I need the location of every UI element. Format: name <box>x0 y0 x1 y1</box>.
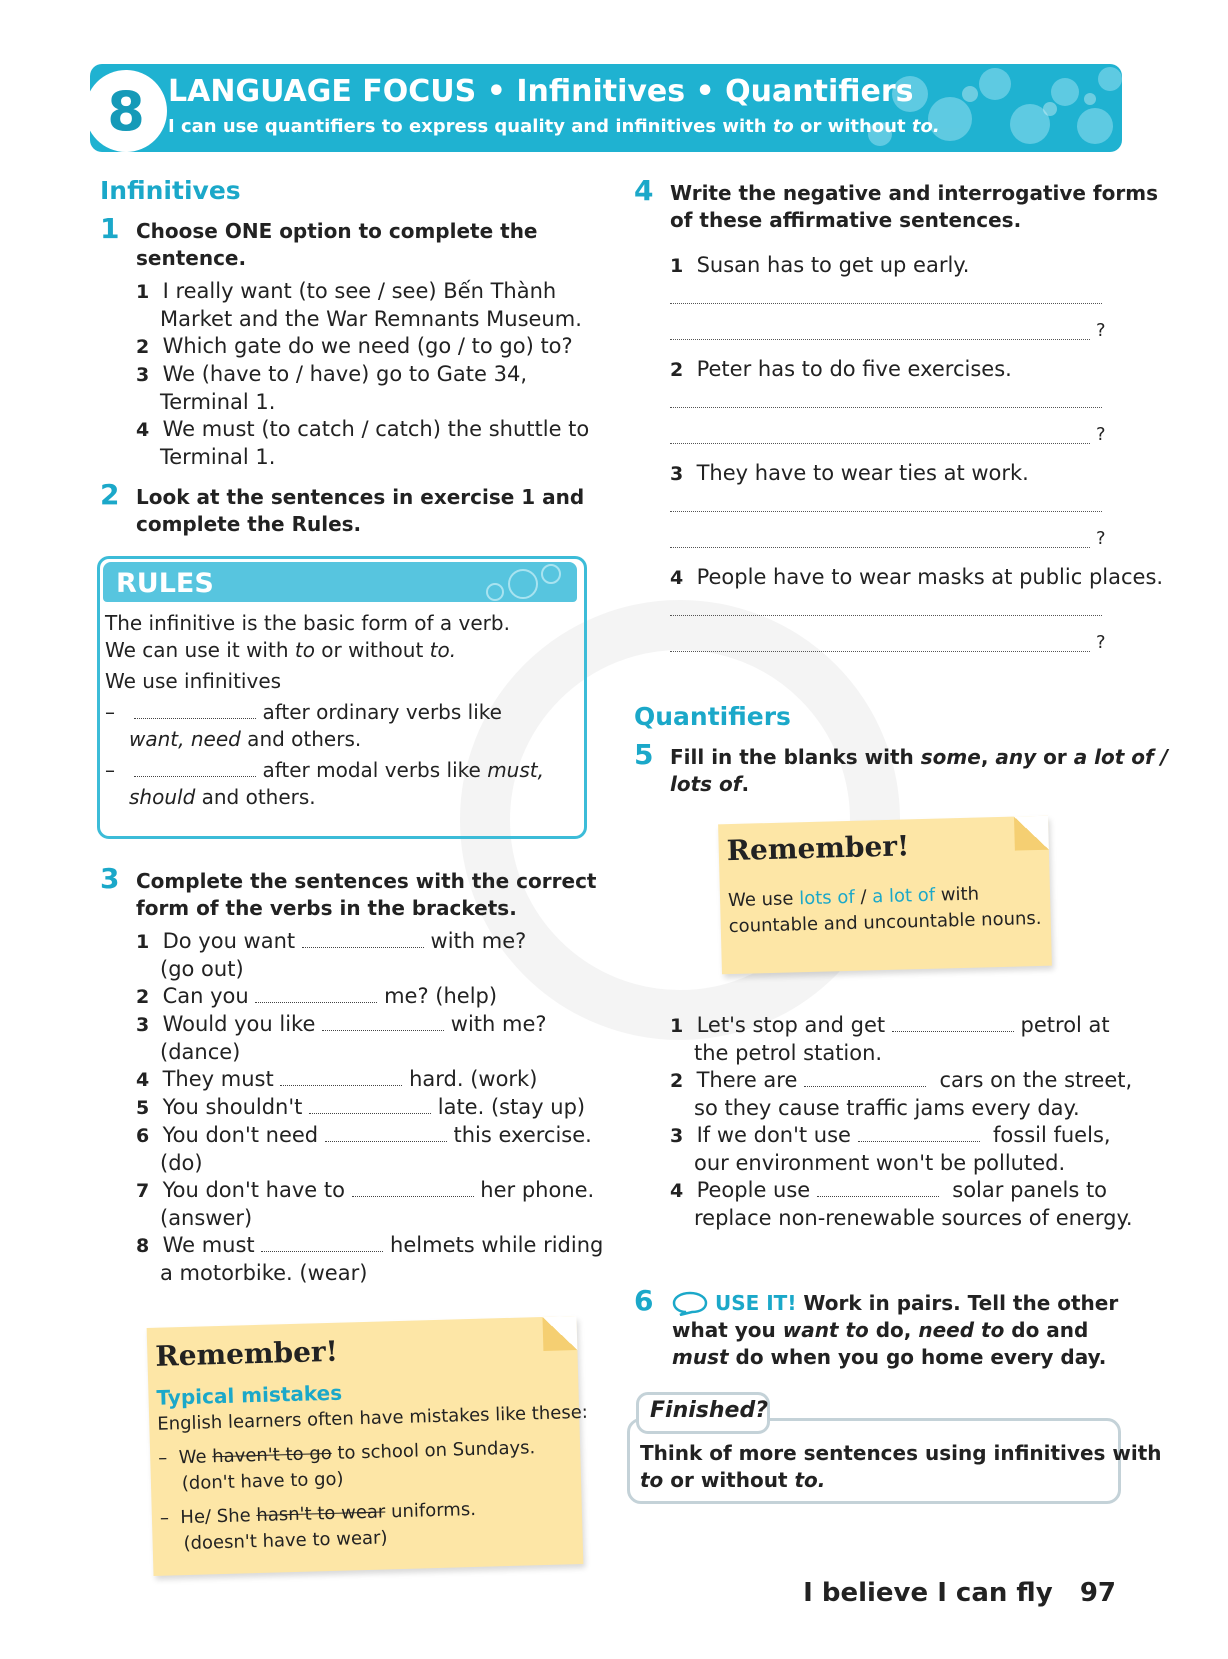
exercise-3-number: 3 <box>100 862 120 895</box>
list-item: 4 We must (to catch / catch) the shuttle to <box>136 417 590 441</box>
list-item: 7 You don't have to her phone. <box>136 1178 595 1202</box>
blank-line[interactable] <box>325 1123 447 1142</box>
answer-line[interactable] <box>670 338 1090 340</box>
list-item: 8 We must helmets while riding <box>136 1233 604 1257</box>
blank-line[interactable] <box>892 1013 1014 1032</box>
list-item: 4 They must hard. (work) <box>136 1067 538 1091</box>
blank-line[interactable] <box>817 1178 939 1197</box>
exercise-4-item: 4 People have to wear masks at public places. <box>670 565 1164 589</box>
page-number: 97 <box>1079 1578 1116 1608</box>
quantifiers-heading: Quantifiers <box>634 702 791 731</box>
unit-number-badge <box>85 70 167 152</box>
exercise-2-number: 2 <box>100 478 120 511</box>
rules-line: We use infinitives <box>105 669 282 693</box>
question-mark: ? <box>1096 320 1106 341</box>
list-item: 4 People use solar panels to <box>670 1178 1108 1202</box>
exercise-6-instruction: USE IT! Work in pairs. Tell the other what you want to do, need to do and must do when you go home every day. <box>672 1291 1119 1369</box>
list-item-cont: the petrol station. <box>694 1041 883 1065</box>
mistake-item: – We haven't to go to school on Sundays. (don't have to go) <box>157 1437 536 1495</box>
exercise-5-instruction: Fill in the blanks with some, any or a lot of / lots of. <box>670 745 1168 796</box>
mistake-item: – He/ She hasn't to wear uniforms. (doesn't have to wear) <box>159 1498 477 1555</box>
page-fold-icon <box>542 1316 577 1351</box>
infinitives-heading: Infinitives <box>100 176 241 205</box>
list-item: 1 Let's stop and get petrol at <box>670 1013 1110 1037</box>
list-item-cont: replace non-renewable sources of energy. <box>694 1206 1133 1230</box>
list-item: 3 If we don't use fossil fuels, <box>670 1123 1111 1147</box>
finished-label: Finished? <box>650 1398 768 1423</box>
blank-line[interactable] <box>255 984 377 1003</box>
list-item-cont: a motorbike. (wear) <box>160 1261 368 1285</box>
footer-title: I believe I can fly <box>803 1578 1053 1608</box>
question-mark: ? <box>1096 632 1106 653</box>
exercise-3-instruction: Complete the sentences with the correct form of the verbs in the brackets. <box>136 869 597 920</box>
speech-bubble-icon <box>672 1290 708 1316</box>
remember-intro: English learners often have mistakes like these: <box>157 1401 589 1435</box>
blank-line[interactable] <box>134 758 256 777</box>
blank-line[interactable] <box>302 929 424 948</box>
exercise-1-list <box>136 278 589 471</box>
answer-line[interactable] <box>670 442 1090 444</box>
list-item: 3 We (have to / have) go to Gate 34, <box>136 362 527 386</box>
exercise-4-item: 2 Peter has to do five exercises. <box>670 357 1012 381</box>
remember-note-typical-mistakes <box>147 1316 589 1576</box>
list-item: 2 Which gate do we need (go / to go) to? <box>136 334 573 358</box>
exercise-1-number: 1 <box>100 212 120 245</box>
blank-line[interactable] <box>134 700 256 719</box>
rule-item: – after ordinary verbs like <box>105 700 502 724</box>
answer-line[interactable] <box>670 406 1102 408</box>
finished-text: Think of more sentences using infinitives with to or without to. <box>640 1441 1162 1492</box>
list-item-cont: Terminal 1. <box>160 390 276 414</box>
page-fold-icon <box>1014 816 1049 851</box>
list-item-cont: (go out) <box>160 957 244 981</box>
answer-line[interactable] <box>670 302 1102 304</box>
list-item-cont: so they cause traffic jams every day. <box>694 1096 1080 1120</box>
exercise-4-number: 4 <box>634 174 654 207</box>
exercise-5-number: 5 <box>634 738 654 771</box>
exercise-4-item: 3 They have to wear ties at work. <box>670 461 1029 485</box>
exercise-2-instruction: Look at the sentences in exercise 1 and complete the Rules. <box>136 485 585 536</box>
unit-number: 8 <box>107 79 145 143</box>
list-item: 1 Do you want with me? <box>136 929 527 953</box>
rules-line: We can use it with to or without to. <box>105 638 457 662</box>
list-item-cont: (dance) <box>160 1040 241 1064</box>
rule-item-cont: want, need and others. <box>129 727 362 751</box>
remember-title: Remember! <box>154 1334 339 1373</box>
list-item-cont: (answer) <box>160 1206 253 1230</box>
rule-item-cont: should and others. <box>129 785 316 809</box>
list-item: 2 There are cars on the street, <box>670 1068 1133 1092</box>
exercise-5-list <box>670 1012 1133 1232</box>
list-item-cont: our environment won't be polluted. <box>694 1151 1066 1175</box>
rule-item: – after modal verbs like must, <box>105 758 544 782</box>
exercise-4-item: 1 Susan has to get up early. <box>670 253 970 277</box>
blank-line[interactable] <box>858 1123 980 1142</box>
list-item-cont: Terminal 1. <box>160 445 276 469</box>
answer-line[interactable] <box>670 510 1102 512</box>
list-item: 6 You don't need this exercise. <box>136 1123 592 1147</box>
answer-line[interactable] <box>670 614 1102 616</box>
typical-mistakes-title: Typical mistakes <box>156 1380 343 1410</box>
blank-line[interactable] <box>322 1012 444 1031</box>
blank-line[interactable] <box>280 1067 402 1086</box>
list-item-cont: Market and the War Remnants Museum. <box>160 307 582 331</box>
blank-line[interactable] <box>804 1068 926 1087</box>
answer-line[interactable] <box>670 650 1090 652</box>
question-mark: ? <box>1096 528 1106 549</box>
question-mark: ? <box>1096 424 1106 445</box>
list-item: 1 I really want (to see / see) Bến Thành <box>136 279 557 303</box>
remember-title: Remember! <box>726 829 910 868</box>
unit-subtitle: I can use quantifiers to express quality and infinitives with to or without to. <box>168 116 940 137</box>
list-item: 2 Can you me? (help) <box>136 984 498 1008</box>
blank-line[interactable] <box>309 1095 431 1114</box>
exercise-4-instruction: Write the negative and interrogative forms of these affirmative sentences. <box>670 181 1158 232</box>
blank-line[interactable] <box>261 1233 383 1252</box>
list-item: 5 You shouldn't late. (stay up) <box>136 1095 586 1119</box>
exercise-1-instruction: Choose ONE option to complete the sentence. <box>136 219 538 270</box>
unit-title: LANGUAGE FOCUS • Infinitives • Quantifiers <box>168 74 914 109</box>
list-item-cont: (do) <box>160 1151 203 1175</box>
list-item: 3 Would you like with me? <box>136 1012 547 1036</box>
rules-title: RULES <box>116 568 214 599</box>
rules-content <box>105 610 544 811</box>
exercise-3-list <box>136 928 603 1287</box>
blank-line[interactable] <box>352 1178 474 1197</box>
answer-line[interactable] <box>670 546 1090 548</box>
rules-line: The infinitive is the basic form of a verb. <box>105 611 510 635</box>
page-footer <box>803 1578 1116 1608</box>
exercise-6-number: 6 <box>634 1284 654 1317</box>
remember-note-quantifiers <box>718 816 1052 975</box>
remember-text: We use lots of / a lot of with countable and uncountable nouns. <box>727 883 1042 938</box>
